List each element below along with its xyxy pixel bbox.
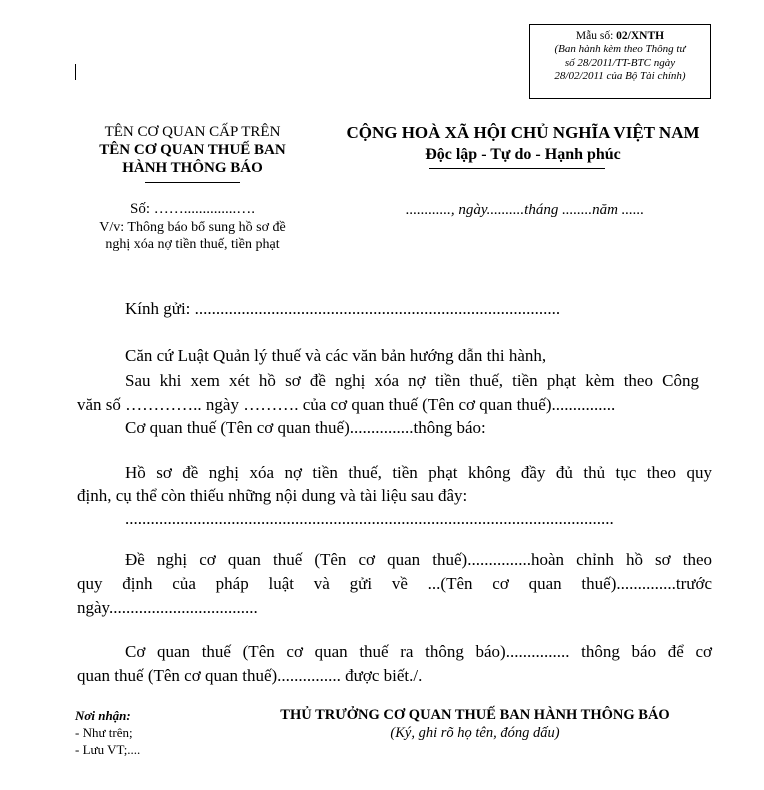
paragraph-notify-line-1: Cơ quan thuế (Tên cơ quan thuế ra thông báo)............... thông báo để cơ xyxy=(125,642,712,661)
recipients-colon: : xyxy=(126,708,131,723)
form-note-line-2: số 28/2011/TT-BTC ngày xyxy=(564,56,676,69)
form-code-prefix: Mẫu số: xyxy=(575,30,617,42)
recipient-item: - Như trên; xyxy=(75,725,133,740)
paragraph-missing-line-1: Hồ sơ đề nghị xóa nợ tiền thuế, tiền phạt không đầy đủ thủ tục theo quy xyxy=(125,463,712,482)
paragraph-review-line-1: Sau khi xem xét hồ sơ đề nghị xóa nợ tiền thuế, tiền phạt kèm theo Công xyxy=(125,371,699,390)
salutation: Kính gửi: ...................................................................................... xyxy=(125,299,561,318)
paragraph-announce: Cơ quan thuế (Tên cơ quan thuế)...............thông báo: xyxy=(125,418,486,437)
paragraph-request-line-1: Đề nghị cơ quan thuế (Tên cơ quan thuế)...............hoàn chỉnh hồ sơ theo xyxy=(125,550,712,569)
national-motto: CỘNG HOÀ XÃ HỘI CHỦ NGHĨA VIỆT NAM xyxy=(346,123,700,142)
form-code: 02/XNTH xyxy=(616,30,665,42)
document-subject xyxy=(70,219,315,253)
paragraph-review-line-2: văn số ………….. ngày ………. của cơ quan thuế (Tên cơ quan thuế)............... xyxy=(77,395,616,414)
recipient-item: - Lưu VT;.... xyxy=(75,742,141,757)
document-number: Số: ……..............…. xyxy=(129,201,255,217)
signatory-title: THỦ TRƯỞNG CƠ QUAN THUẾ BAN HÀNH THÔNG BÁO xyxy=(280,707,670,723)
subject-line-2: nghị xóa nợ tiền thuế, tiền phạt xyxy=(105,237,280,252)
recipients-label: Nơi nhận xyxy=(75,708,127,723)
text-cursor xyxy=(75,64,76,80)
form-note-line-3: 28/02/2011 của Bộ Tài chính) xyxy=(554,70,686,82)
date-line: ............, ngày..........tháng ........năm ...... xyxy=(405,202,645,218)
recipients-block xyxy=(75,707,140,758)
form-number-box xyxy=(529,24,711,99)
agency-underline xyxy=(145,182,240,183)
missing-items-dotted-line: ................................................................................................................... xyxy=(125,509,614,528)
recipients-heading xyxy=(75,707,140,724)
national-slogan: Độc lập - Tự do - Hạnh phúc xyxy=(425,146,621,163)
paragraph-request-line-3: ngày................................... xyxy=(77,598,258,617)
agency-header xyxy=(70,123,315,177)
slogan-underline xyxy=(429,168,605,169)
paragraph-request-line-2: quy định của pháp luật và gửi về ...(Tên cơ quan thuế)..............trước xyxy=(77,574,712,593)
issuing-agency-line-1: TÊN CƠ QUAN THUẾ BAN xyxy=(99,142,286,158)
superior-agency: TÊN CƠ QUAN CẤP TRÊN xyxy=(104,124,281,140)
national-header xyxy=(318,122,728,166)
form-note-line-1: (Ban hành kèm theo Thông tư xyxy=(554,43,686,55)
subject-line-1: V/v: Thông báo bổ sung hồ sơ đề xyxy=(99,220,286,235)
signature-block xyxy=(230,706,720,742)
form-code-line xyxy=(530,29,710,43)
paragraph-notify-line-2: quan thuế (Tên cơ quan thuế)............... được biết./. xyxy=(77,666,423,685)
paragraph-legal-basis: Căn cứ Luật Quản lý thuế và các văn bản hướng dẫn thi hành, xyxy=(125,346,547,365)
signature-instruction: (Ký, ghi rõ họ tên, đóng dấu) xyxy=(390,725,560,741)
paragraph-missing-line-2: định, cụ thể còn thiếu những nội dung và tài liệu sau đây: xyxy=(77,486,468,505)
issuing-agency-line-2: HÀNH THÔNG BÁO xyxy=(122,160,263,176)
